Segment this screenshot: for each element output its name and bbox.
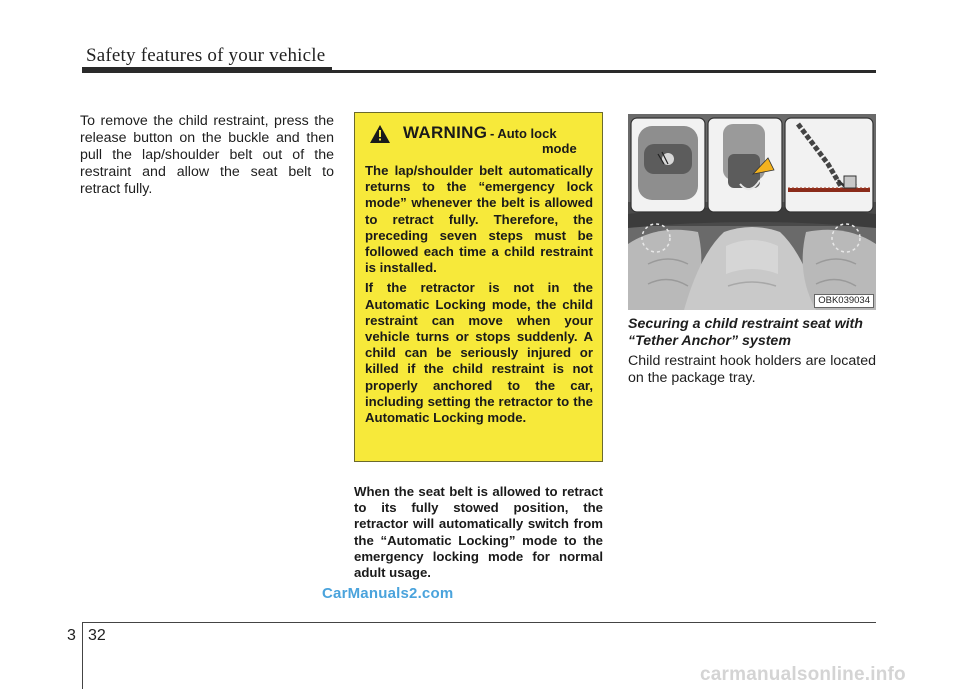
warning-subtitle	[490, 126, 590, 156]
column-3-paragraph: Child restraint hook holders are located on the package tray.	[628, 353, 876, 386]
warning-header	[365, 123, 593, 163]
tether-anchor-drawing	[628, 114, 876, 310]
warning-triangle-icon	[369, 124, 391, 144]
column-2-paragraph: When the seat belt is allowed to retract to its fully stowed position, the retractor will automatically switch from the “Automatic Locking” mode to the emergency locking mode for normal adult usage.	[354, 484, 603, 581]
section-subheading: Securing a child restraint seat with “Tether Anchor” system	[628, 316, 863, 349]
watermark-carmanualsonline: carmanualsonline.info	[700, 664, 906, 685]
page-header-title: Safety features of your vehicle	[86, 45, 326, 66]
footer-vertical-rule	[82, 622, 83, 689]
warning-paragraph-2: If the retractor is not in the Automatic Locking mode, the child restraint can move when your vehicle turns or stops suddenly. A child can be seriously injured or killed if the child restraint is not properly anchored to the car, including setting the retractor to the Automatic Locking mode.	[365, 280, 593, 426]
warning-subtitle-line1: Auto lock	[497, 126, 557, 141]
header-rule	[82, 70, 876, 73]
warning-subtitle-line2: mode	[542, 141, 577, 156]
page-chapter-number: 3	[67, 627, 76, 644]
footer-rule	[82, 622, 876, 623]
column-1-paragraph: To remove the child restraint, press the release button on the buckle and then pull the lap/shoulder belt out of the restraint and allow the seat belt to retract fully.	[80, 113, 334, 197]
page-number: 32	[88, 627, 106, 644]
warning-box	[354, 112, 603, 462]
warning-subtitle-dash: -	[490, 126, 495, 141]
tether-anchor-illustration	[628, 114, 876, 310]
watermark-carmanuals2: CarManuals2.com	[322, 585, 454, 602]
figure-code: OBK039034	[814, 294, 874, 308]
warning-label: WARNING	[403, 123, 488, 142]
warning-paragraph-1: The lap/shoulder belt automatically returns to the “emergency lock mode” whenever the belt is allowed to retract fully. Therefore, the preceding seven steps must be followed each time a child restraint is installed.	[365, 163, 593, 276]
